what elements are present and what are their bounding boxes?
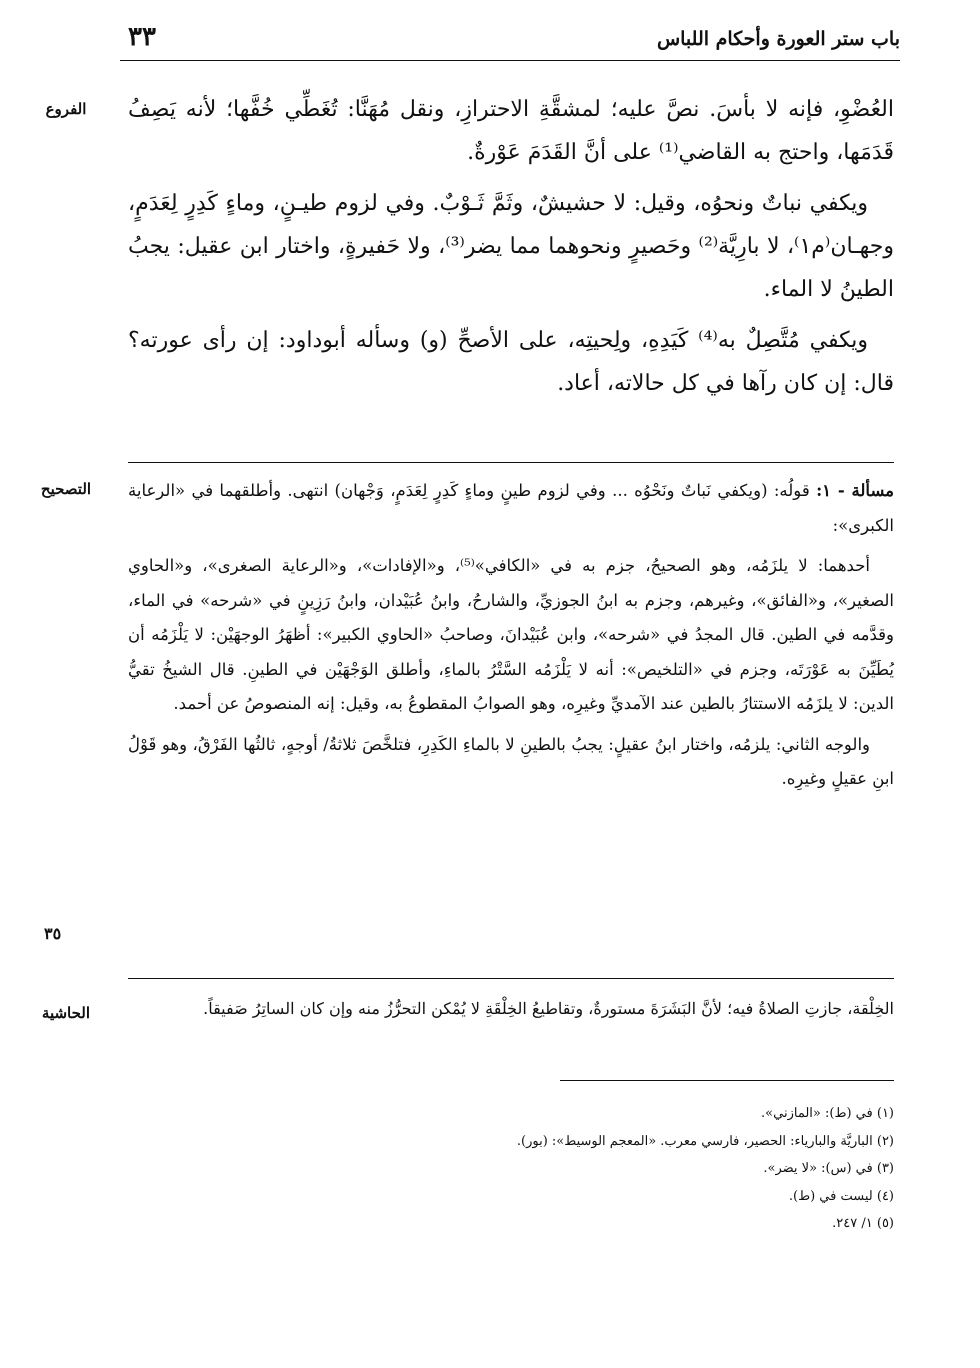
hashiya-section xyxy=(128,992,894,1026)
tashih-section xyxy=(128,474,894,803)
section-divider-1 xyxy=(128,462,894,463)
tashih-paragraph-1 xyxy=(128,474,894,543)
footnote-item: (٢) الباريَّة والبارياء: الحصير، فارسي معرب. «المعجم الوسيط»: (بور). xyxy=(516,1133,894,1149)
label-hashiya: الحاشية xyxy=(41,1004,91,1022)
chapter-title: باب ستر العورة وأحكام اللباس xyxy=(656,28,900,50)
footnote-item: (٤) ليست في (ط). xyxy=(788,1188,894,1204)
page-number: ٣٣ xyxy=(128,22,156,52)
side-page-number: ٣٥ xyxy=(44,924,62,943)
furu-paragraph-2: ويكفي نباتٌ ونحوُه، وقيل: لا حشيشٌ، وثَمَّ ثَـوْبٌ. وفي لزوم طيـنٍ، وماءٍ كَدِرٍ لِعَدَمٍ، وجهـان⁽م١⁾، لا بارِيَّة⁽²⁾ وحَصيرٍ ونحوهما مما يضر⁽³⁾، ولا حَفيرةٍ، واختار ابن عقيل: يجبُ الطينُ لا الماء. xyxy=(128,191,894,302)
label-tashih: التصحيح xyxy=(40,480,92,498)
furu-paragraph-3: ويكفي مُتَّصِلٌ به⁽⁴⁾ كَيَدِهِ، ولِحيتِه، على الأصحِّ (و) وسأله أبوداود: إن رأى عورته؟ قال: إن كان رآها في كل حالاته، أعاد. xyxy=(128,328,894,396)
issue-label: مسألة - ١: xyxy=(816,481,895,500)
footnote-item: (١) في (ط): «المازني». xyxy=(761,1106,894,1121)
section-divider-2 xyxy=(128,978,894,979)
footnote-item: (٥) ١/ ٢٤٧. xyxy=(832,1216,894,1231)
header-rule xyxy=(120,60,900,61)
label-furu: الفروع xyxy=(45,100,87,118)
tashih-paragraph-1-text: قولُه: (ويكفي نَباتٌ ونَحْوُه ... وفي لزوم طينٍ وماءٍ كَدِرٍ لِعَدَمٍ، وَجْهان) انتهى. وأطلقهما في «الرعاية الكبرى»: xyxy=(128,481,894,535)
tashih-paragraph-2: أحدهما: لا يلزَمُه، وهو الصحيحُ، جزم به في «الكافي»⁽⁵⁾، و«الإفادات»، و«الرعاية الصغرى»، و«الحاوي الصغير»، و«الفائق»، وغيرهم، وجزم به ابنُ الجوزيِّ، والشارحُ، وابنُ عُبَيْدان، وابنُ رَزِينٍ في «شرحه» في الماء، وقدَّمه في الطين. قال المجدُ في «شرحه»، وابن عُبَيْدانَ، وصاحبُ «الحاوي الكبير»: أظهَرُ الوجهَيْن: لا يَلْزَمُه أن يُطَيِّنَ به عَوْرَتَه، وجزم في «التلخيص»: أنه لا يَلْزَمُه السَّتْرُ بالماءِ، وأطلق الوَجْهَيْن في الطينِ. قال الشيخُ تقيُّ الدين: لا يلزَمُه الاستتارُ بالطين عند الآمديِّ وغيرِه، وهو الصوابُ المقطوعُ به، وقيل: إنه المنصوصُ عن أحمد. xyxy=(128,556,894,713)
page-header xyxy=(120,22,900,62)
footnote-rule xyxy=(560,1080,894,1081)
hashiya-paragraph-1: الخِلْقة، جازتِ الصلاةُ فيه؛ لأنَّ البَشَرَةَ مستورةٌ، وتقاطيعُ الخِلْقَةِ لا يُمْكن التحرُّزُ منه وإن كان الساتِرُ صَفيقاً. xyxy=(203,999,894,1018)
tashih-paragraph-3: والوجه الثاني: يلزمُه، واختار ابنُ عقيلٍ: يجبُ بالطينِ لا بالماءِ الكَدِرِ، فتلخَّصَ ثلاثةُ/ أوجهٍ، ثالثُها الفَرْقُ، وهو قَوْلُ ابنِ عقيلٍ وغيرِه. xyxy=(128,734,894,788)
footnotes xyxy=(128,1100,894,1238)
footnote-item: (٣) في (س): «لا يضر». xyxy=(763,1161,894,1176)
furu-section xyxy=(128,88,894,413)
furu-paragraph-1: العُضْوِ، فإنه لا بأسَ. نصَّ عليه؛ لمشقَّةِ الاحترازِ، ونقل مُهَنَّا: تُغَطِّي خُفَّها؛ لأنه يَصِفُ قَدَمَها، واحتج به القاضي⁽¹⁾ على أنَّ القَدَمَ عَوْرةٌ. xyxy=(128,97,894,165)
